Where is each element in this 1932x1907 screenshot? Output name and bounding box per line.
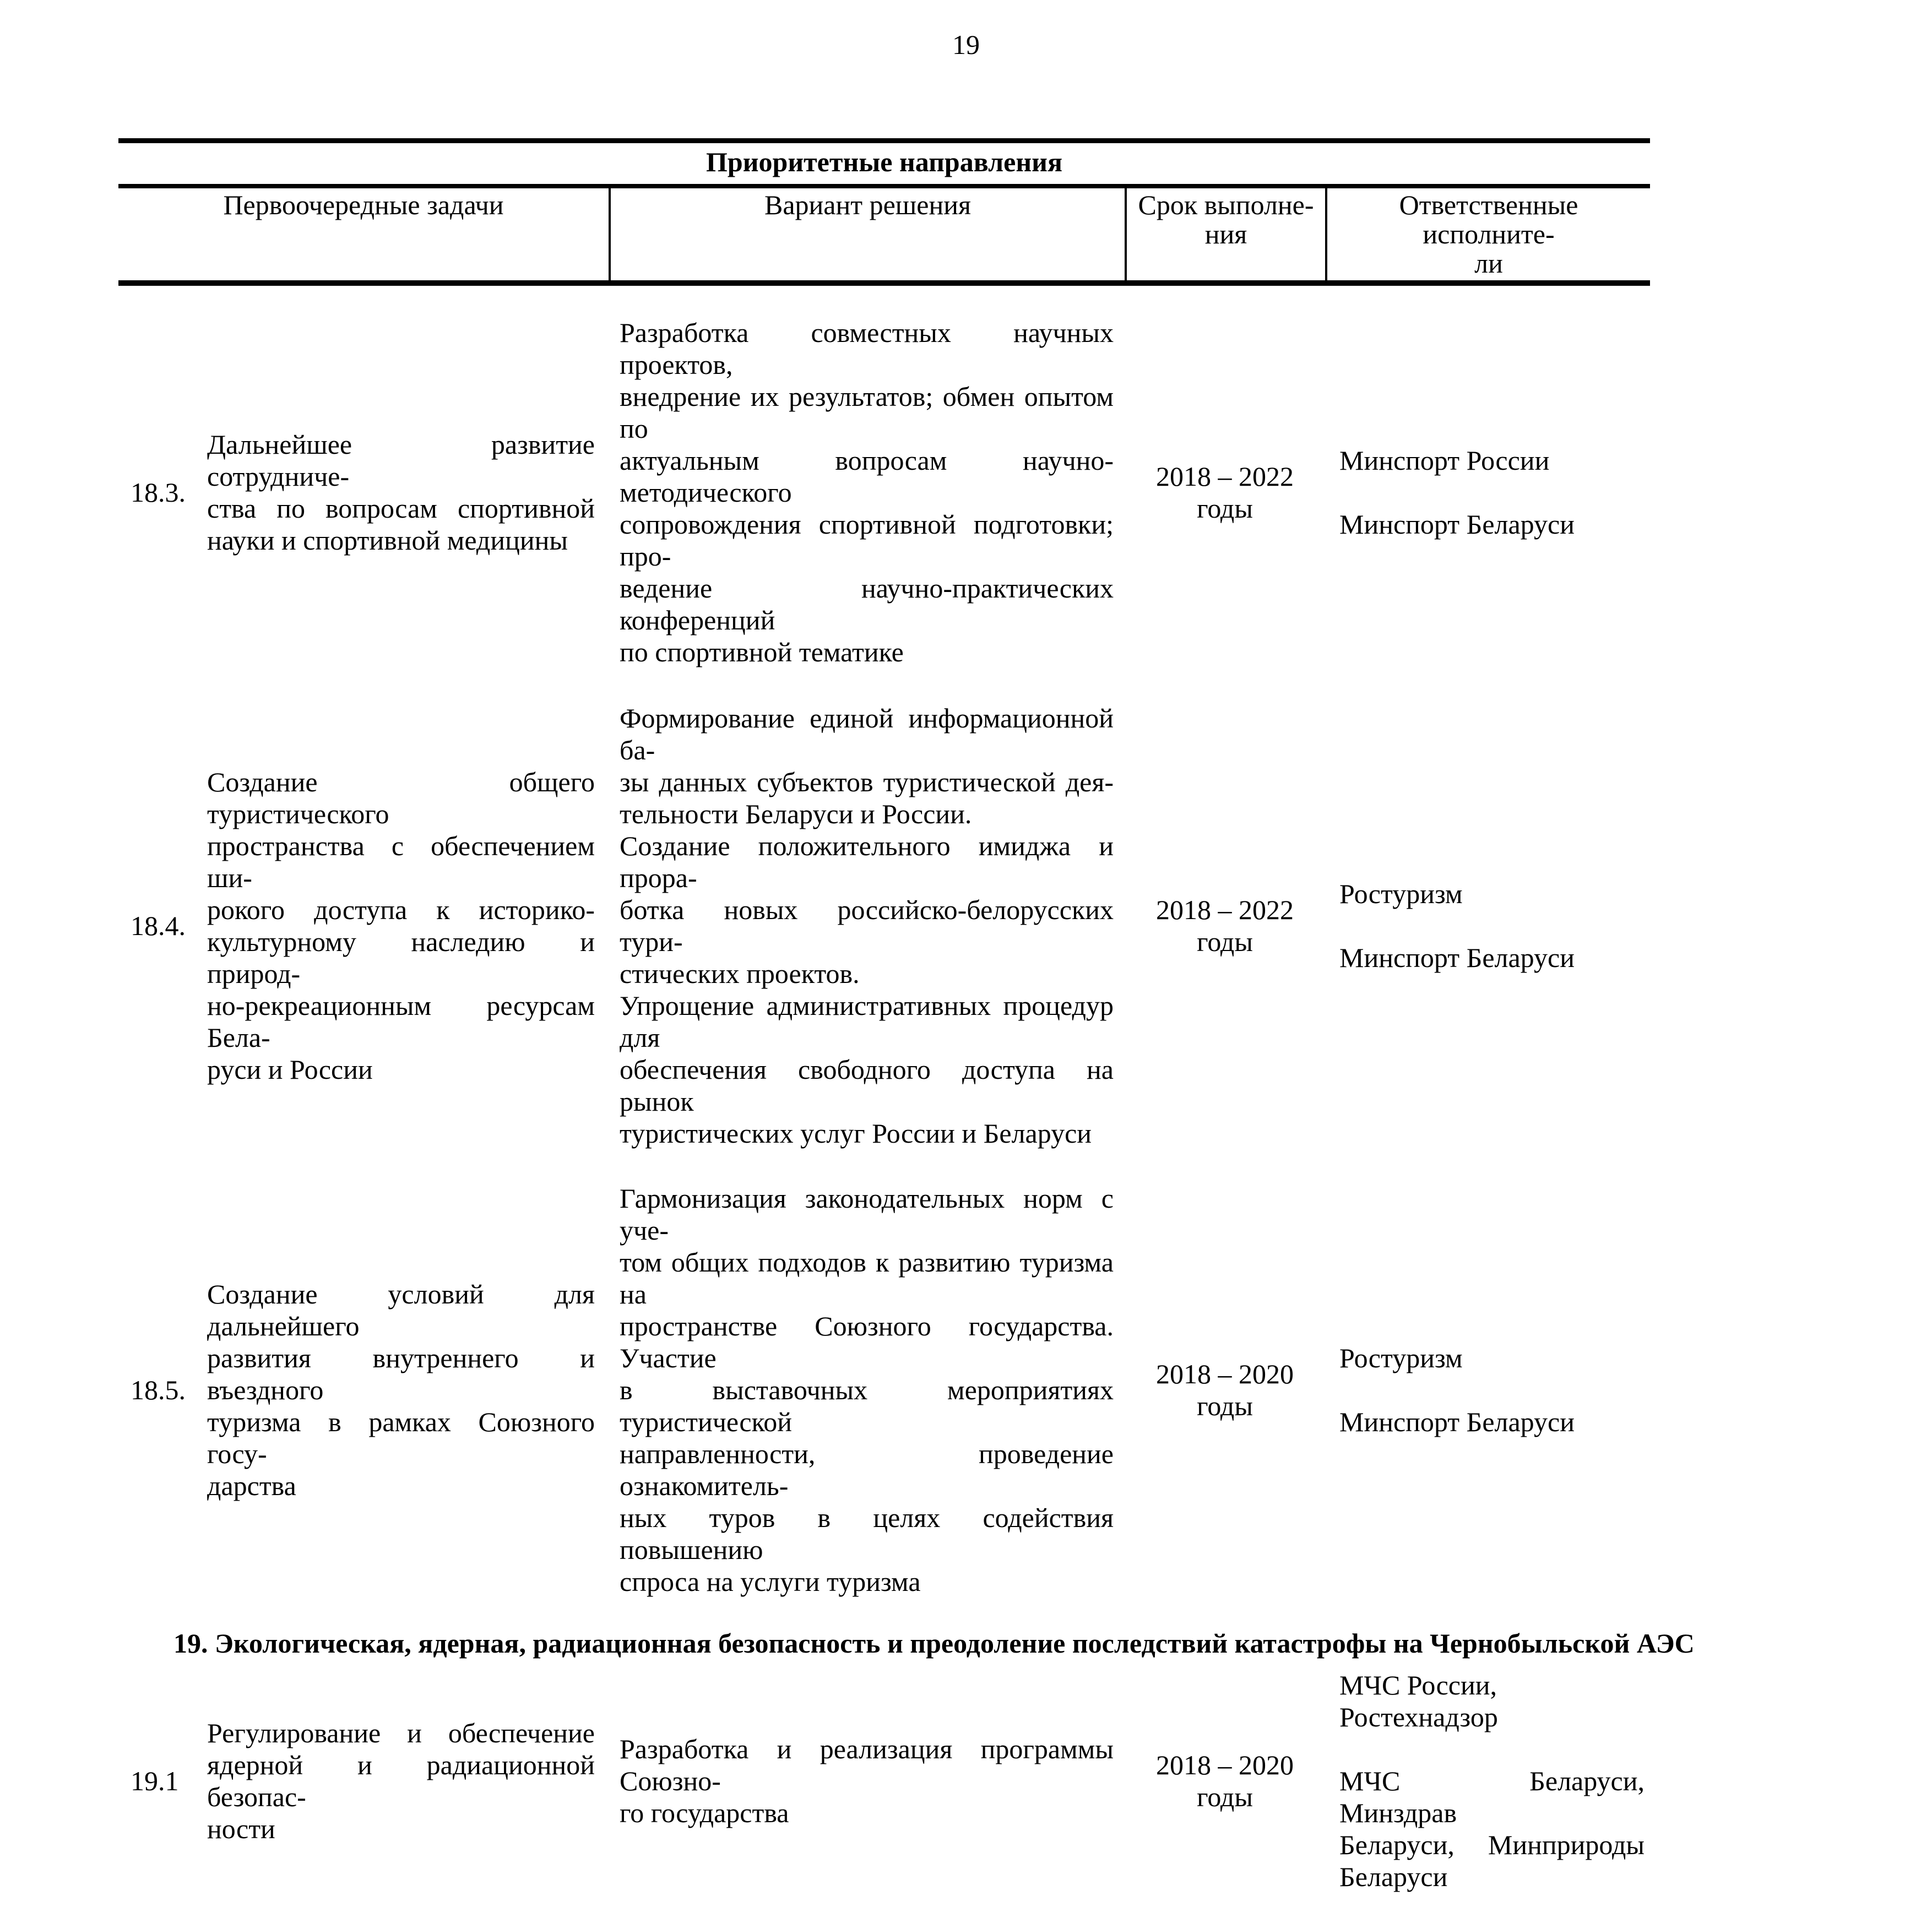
row-number: 18.4. bbox=[131, 910, 186, 941]
solution-cell: Разработка совместных научных проектов, внедрение их результатов; обмен опытом по актуальным вопросам научно-методического сопровождения спортивной подготовки; про- ведение научно-практических конференций по спортивной тематике bbox=[620, 317, 1114, 667]
column-header-term: Срок выполне- ния bbox=[1125, 188, 1325, 280]
page-number: 19 bbox=[952, 29, 980, 60]
row-number: 18.5. bbox=[131, 1374, 186, 1405]
solution-cell: Разработка и реализация программы Союзно- го государства bbox=[620, 1734, 1114, 1828]
task-text: Создание общего туристического пространства с обеспечением ши- рокого доступа к историко- культурному наследию и природ- но-рекреационным ресурсам Бела- руси и России bbox=[207, 767, 595, 1085]
term-cell: 2018 – 2020 годы bbox=[1156, 1359, 1294, 1421]
responsible-cell: Минспорт России Минспорт Беларуси bbox=[1339, 445, 1575, 540]
task-text: Регулирование и обеспечение ядерной и радиационной безопас- ности bbox=[207, 1718, 595, 1844]
row-number: 18.3. bbox=[131, 477, 186, 508]
table-row-18-3 bbox=[118, 286, 1650, 686]
section-19-heading: 19. Экологическая, ядерная, радиационная безопасность и преодоление последствий катастрофы на Чернобыльской АЭС bbox=[173, 1628, 1695, 1659]
table-title: Приоритетные направления bbox=[118, 138, 1650, 188]
column-header-tasks: Первоочередные задачи bbox=[223, 189, 504, 220]
row-number: 19.1 bbox=[131, 1765, 179, 1796]
table-row-18-4 bbox=[118, 686, 1650, 1166]
task-cell bbox=[118, 766, 609, 1085]
responsible-cell: Ростуризм Минспорт Беларуси bbox=[1339, 1343, 1575, 1437]
term-cell: 2018 – 2022 годы bbox=[1156, 461, 1294, 524]
solution-cell: Гармонизация законодательных норм с уче- том общих подходов к развитию туризма на пространстве Союзного государства. Участие в выставочных мероприятиях туристической направленности, проведение ознакомитель- ных туров в целях содействия повышению спроса на услуги туризма bbox=[620, 1183, 1114, 1597]
term-cell: 2018 – 2020 годы bbox=[1156, 1750, 1294, 1812]
table-row-18-5 bbox=[118, 1166, 1650, 1614]
column-header-responsible: Ответственные исполните- ли bbox=[1325, 188, 1650, 280]
table-header-row bbox=[118, 188, 1650, 286]
table-row-19-1 bbox=[118, 1664, 1650, 1907]
task-text: Дальнейшее развитие сотрудниче- ства по вопросам спортивной науки и спортивной медицины bbox=[207, 429, 595, 556]
task-cell bbox=[118, 428, 609, 556]
task-cell bbox=[118, 1278, 609, 1502]
responsible-cell: Ростуризм Минспорт Беларуси bbox=[1339, 878, 1575, 973]
solution-cell: Формирование единой информационной ба- зы данных субъектов туристической дея- тельности Беларуси и России. Создание положительного имиджа и прора- ботка новых российско-белорусских тури- стических проектов. Упрощение административных процедур для обеспечения свободного доступа на рынок туристических услуг России и Беларуси bbox=[620, 703, 1114, 1149]
responsible-cell: МЧС России, Ростехнадзор МЧС Беларуси, Минздрав Беларуси, Минприроды Беларуси bbox=[1339, 1670, 1645, 1892]
task-cell bbox=[118, 1717, 609, 1845]
task-text: Создание условий для дальнейшего развития внутреннего и въездного туризма в рамках Союзного госу- дарства bbox=[207, 1279, 595, 1501]
column-header-solution: Вариант решения bbox=[609, 188, 1125, 280]
term-cell: 2018 – 2022 годы bbox=[1156, 894, 1294, 957]
